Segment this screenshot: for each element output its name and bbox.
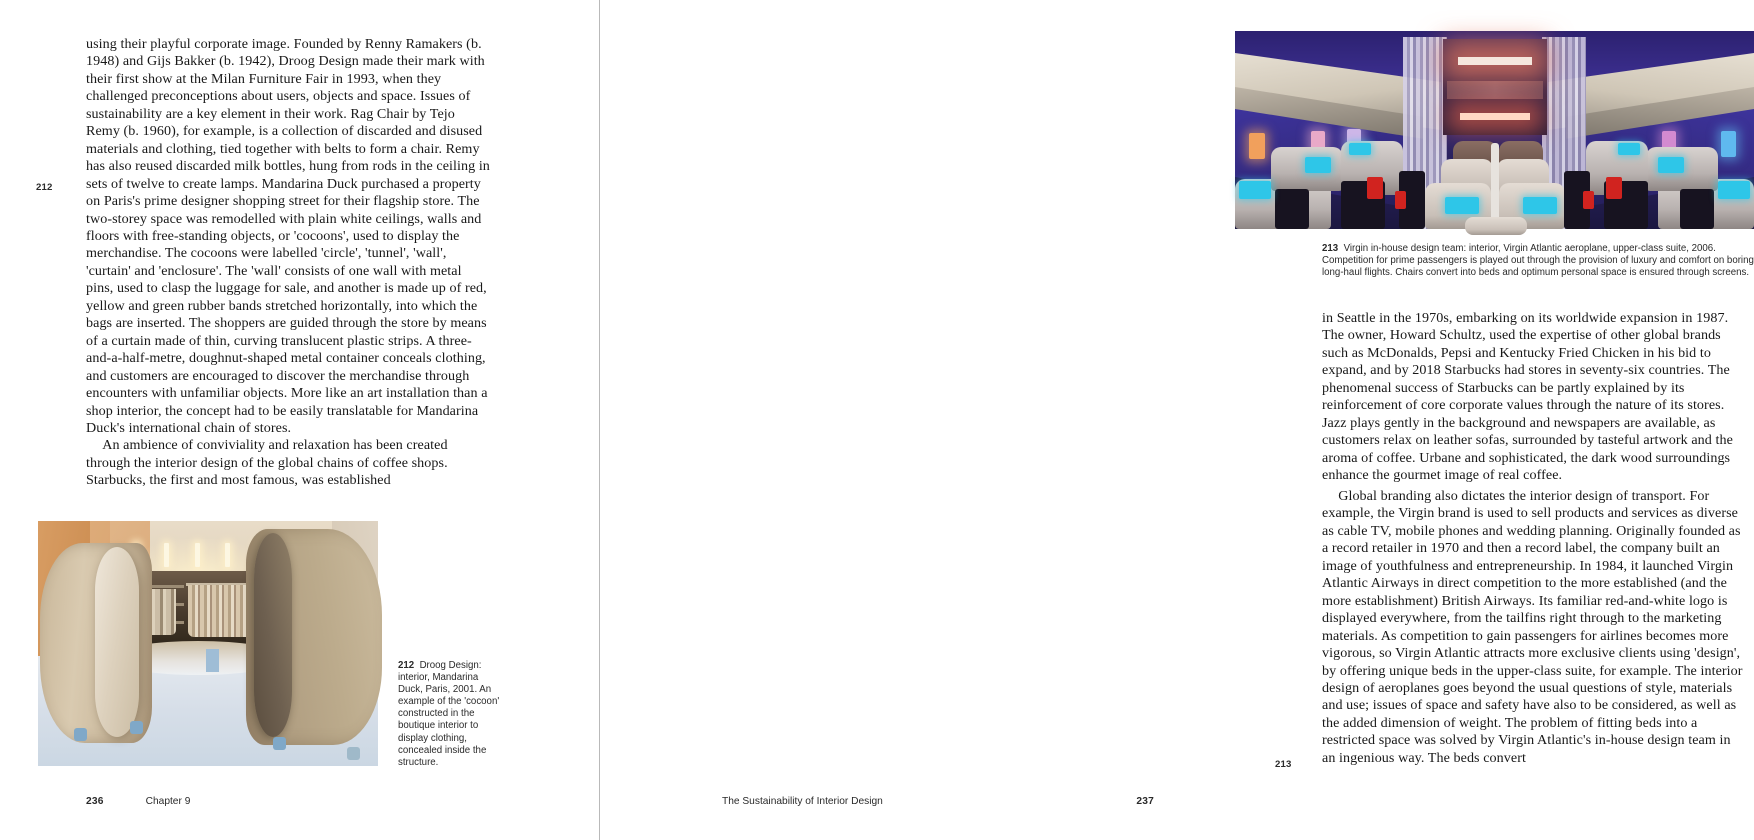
spread-gutter-line	[599, 0, 600, 840]
caster-wheel	[273, 737, 286, 750]
pedestal	[206, 649, 219, 672]
left-page-footer	[86, 796, 190, 807]
paragraph: in Seattle in the 1970s, embarking on its worldwide expansion in 1987. The owner, Howard Schultz, used the expertise of other global brands such as McDonalds, Pepsi and Kentucky Fried Chicken in his bid to expand, and by 2018 Starbucks had stores in seventy-six countries. The phenomenal success of Starbucks can be partly explained by its reinforcement of core corporate values through the nature of its stores. Jazz plays gently in the background and newspapers are available, as customers relax on leather sofas, surrounded by tasteful artwork and the aroma of coffee. Urbane and sophisticated, the dark wood surroundings enhance the gourmet image of real coffee.	[1322, 310, 1733, 484]
seat-screen	[1658, 157, 1684, 173]
figure-caption-212	[398, 660, 502, 769]
right-page-body-column-top	[1322, 310, 1742, 485]
paragraph: An ambience of conviviality and relaxation has been created through the interior design of the global chains of coffee shops. Starbucks, the first and most famous, was established	[86, 437, 448, 489]
caption-number: 213	[1322, 243, 1339, 254]
left-page	[0, 0, 600, 840]
caster-wheel	[130, 721, 143, 734]
seat-screen	[1349, 143, 1371, 155]
seat-screen	[1239, 181, 1271, 199]
running-head-label: The Sustainability of Interior Design	[722, 796, 883, 807]
caption-number: 212	[398, 660, 415, 671]
cocoon-door-right	[254, 533, 292, 737]
seat-screen	[1618, 143, 1640, 155]
cabin-seat-foreground	[1465, 217, 1527, 235]
seat-cushion-red	[1367, 177, 1383, 199]
margin-figure-ref-213: 213	[1275, 759, 1292, 770]
margin-figure-ref-212: 212	[36, 182, 53, 193]
seat-cushion-red	[1606, 177, 1622, 199]
strip-lights	[134, 543, 260, 567]
figure-caption-213	[1322, 243, 1754, 279]
seat-base	[1275, 189, 1309, 229]
window-glow	[1249, 133, 1265, 159]
bulkhead-panel	[1447, 81, 1543, 99]
seat-screen	[1718, 181, 1750, 199]
caption-text: Droog Design: interior, Mandarina Duck, Paris, 2001. An example of the 'cocoon' constructed in the boutique interior to display clothing, concealed inside the structure.	[398, 660, 500, 768]
seat-screen	[1305, 157, 1331, 173]
caster-wheel	[347, 747, 360, 760]
page-number: 237	[1136, 796, 1154, 807]
bulkhead-light-lower	[1460, 113, 1530, 120]
left-page-body-column	[86, 36, 490, 490]
paragraph: Global branding also dictates the interior design of transport. For example, the Virgin brand is used to sell products and services as diverse as cable TV, mobile phones and wedding planning. Originally founded as a record retailer in 1970 and then a record label, the company built an image of youthfulness and entrepreneurship. In 1984, it launched Virgin Atlantic Airways in direct competition to the more established (and the more establishment) British Airways. Its familiar red-and-white logo is displayed everywhere, from the tailfins right through to the marketing materials. As competition to gain passengers for airlines becomes more vigorous, so Virgin Atlantic attracts more exclusive clients using 'design', by offering unique beds in the upper-class suite, for example. The interior design of aeroplanes goes beyond the usual questions of style, materials and use; issues of space and safety have also to be considered, as well as the added dimension of weight. The problem of fitting beds into a restricted space was solved by Virgin Atlantic's in-house design team in an ingenious way. The beds convert	[1322, 488, 1743, 766]
seat-base	[1680, 189, 1714, 229]
seat-screen	[1523, 197, 1557, 214]
window-glow	[1721, 131, 1736, 157]
cocoon-door-left	[95, 547, 139, 737]
seat-cushion-red	[1583, 191, 1594, 209]
bulkhead-light-upper	[1458, 57, 1532, 65]
page-number: 236	[86, 796, 104, 807]
seat-screen	[1445, 197, 1479, 214]
caster-wheel	[74, 728, 87, 741]
chapter-label: Chapter 9	[145, 796, 191, 807]
right-page-body-column-bottom	[1322, 488, 1746, 767]
right-page	[600, 0, 1754, 840]
seat-cushion-red	[1395, 191, 1406, 209]
right-page-footer	[722, 796, 1154, 807]
figure-image-212	[38, 521, 378, 766]
paragraph: using their playful corporate image. Founded by Renny Ramakers (b. 1948) and Gijs Bakker (b. 1942), Droog Design made their mark with their first show at the Milan Furniture Fair in 1993, when they challenged preconceptions about users, objects and space. Issues of sustainability are a key element in their work. Rag Chair by Tejo Remy (b. 1960), for example, is a collection of discarded and disused materials and clothing, tied together with belts to form a chair. Remy has also reused discarded milk bottles, hung from rods in the ceiling in sets of twelve to create lamps. Mandarina Duck purchased a property on Paris's prime designer shopping street for their flagship store. The two-storey space was remodelled with plain white ceilings, walls and floors with free-standing objects, or 'cocoons', used to display the merchandise. The cocoons were labelled 'circle', 'tunnel', 'wall', 'curtain' and 'enclosure'. The 'wall' consists of one wall with metal pins, used to clasp the luggage for sale, and another is made up of red, yellow and green rubber bands stretched horizontally, into which the bags are inserted. The shoppers are guided through the store by means of a curtain made of thin, curving translucent plastic strips. A three-and-a-half-metre, doughnut-shaped metal container conceals clothing, and customers are encouraged to discover the merchandise through encounters with unfamiliar objects. More like an art installation than a shop interior, the concept had to be easily translatable for Mandarina Duck's international chain of stores.	[86, 36, 490, 436]
figure-image-213	[1235, 31, 1754, 229]
caption-text: Virgin in-house design team: interior, Virgin Atlantic aeroplane, upper-class suite, 2006. Competition for prime passengers is played out through the provision of luxury and comfort on boring long-haul flights. Chairs convert into beds and optimum personal space is ensured through screens.	[1322, 243, 1754, 279]
